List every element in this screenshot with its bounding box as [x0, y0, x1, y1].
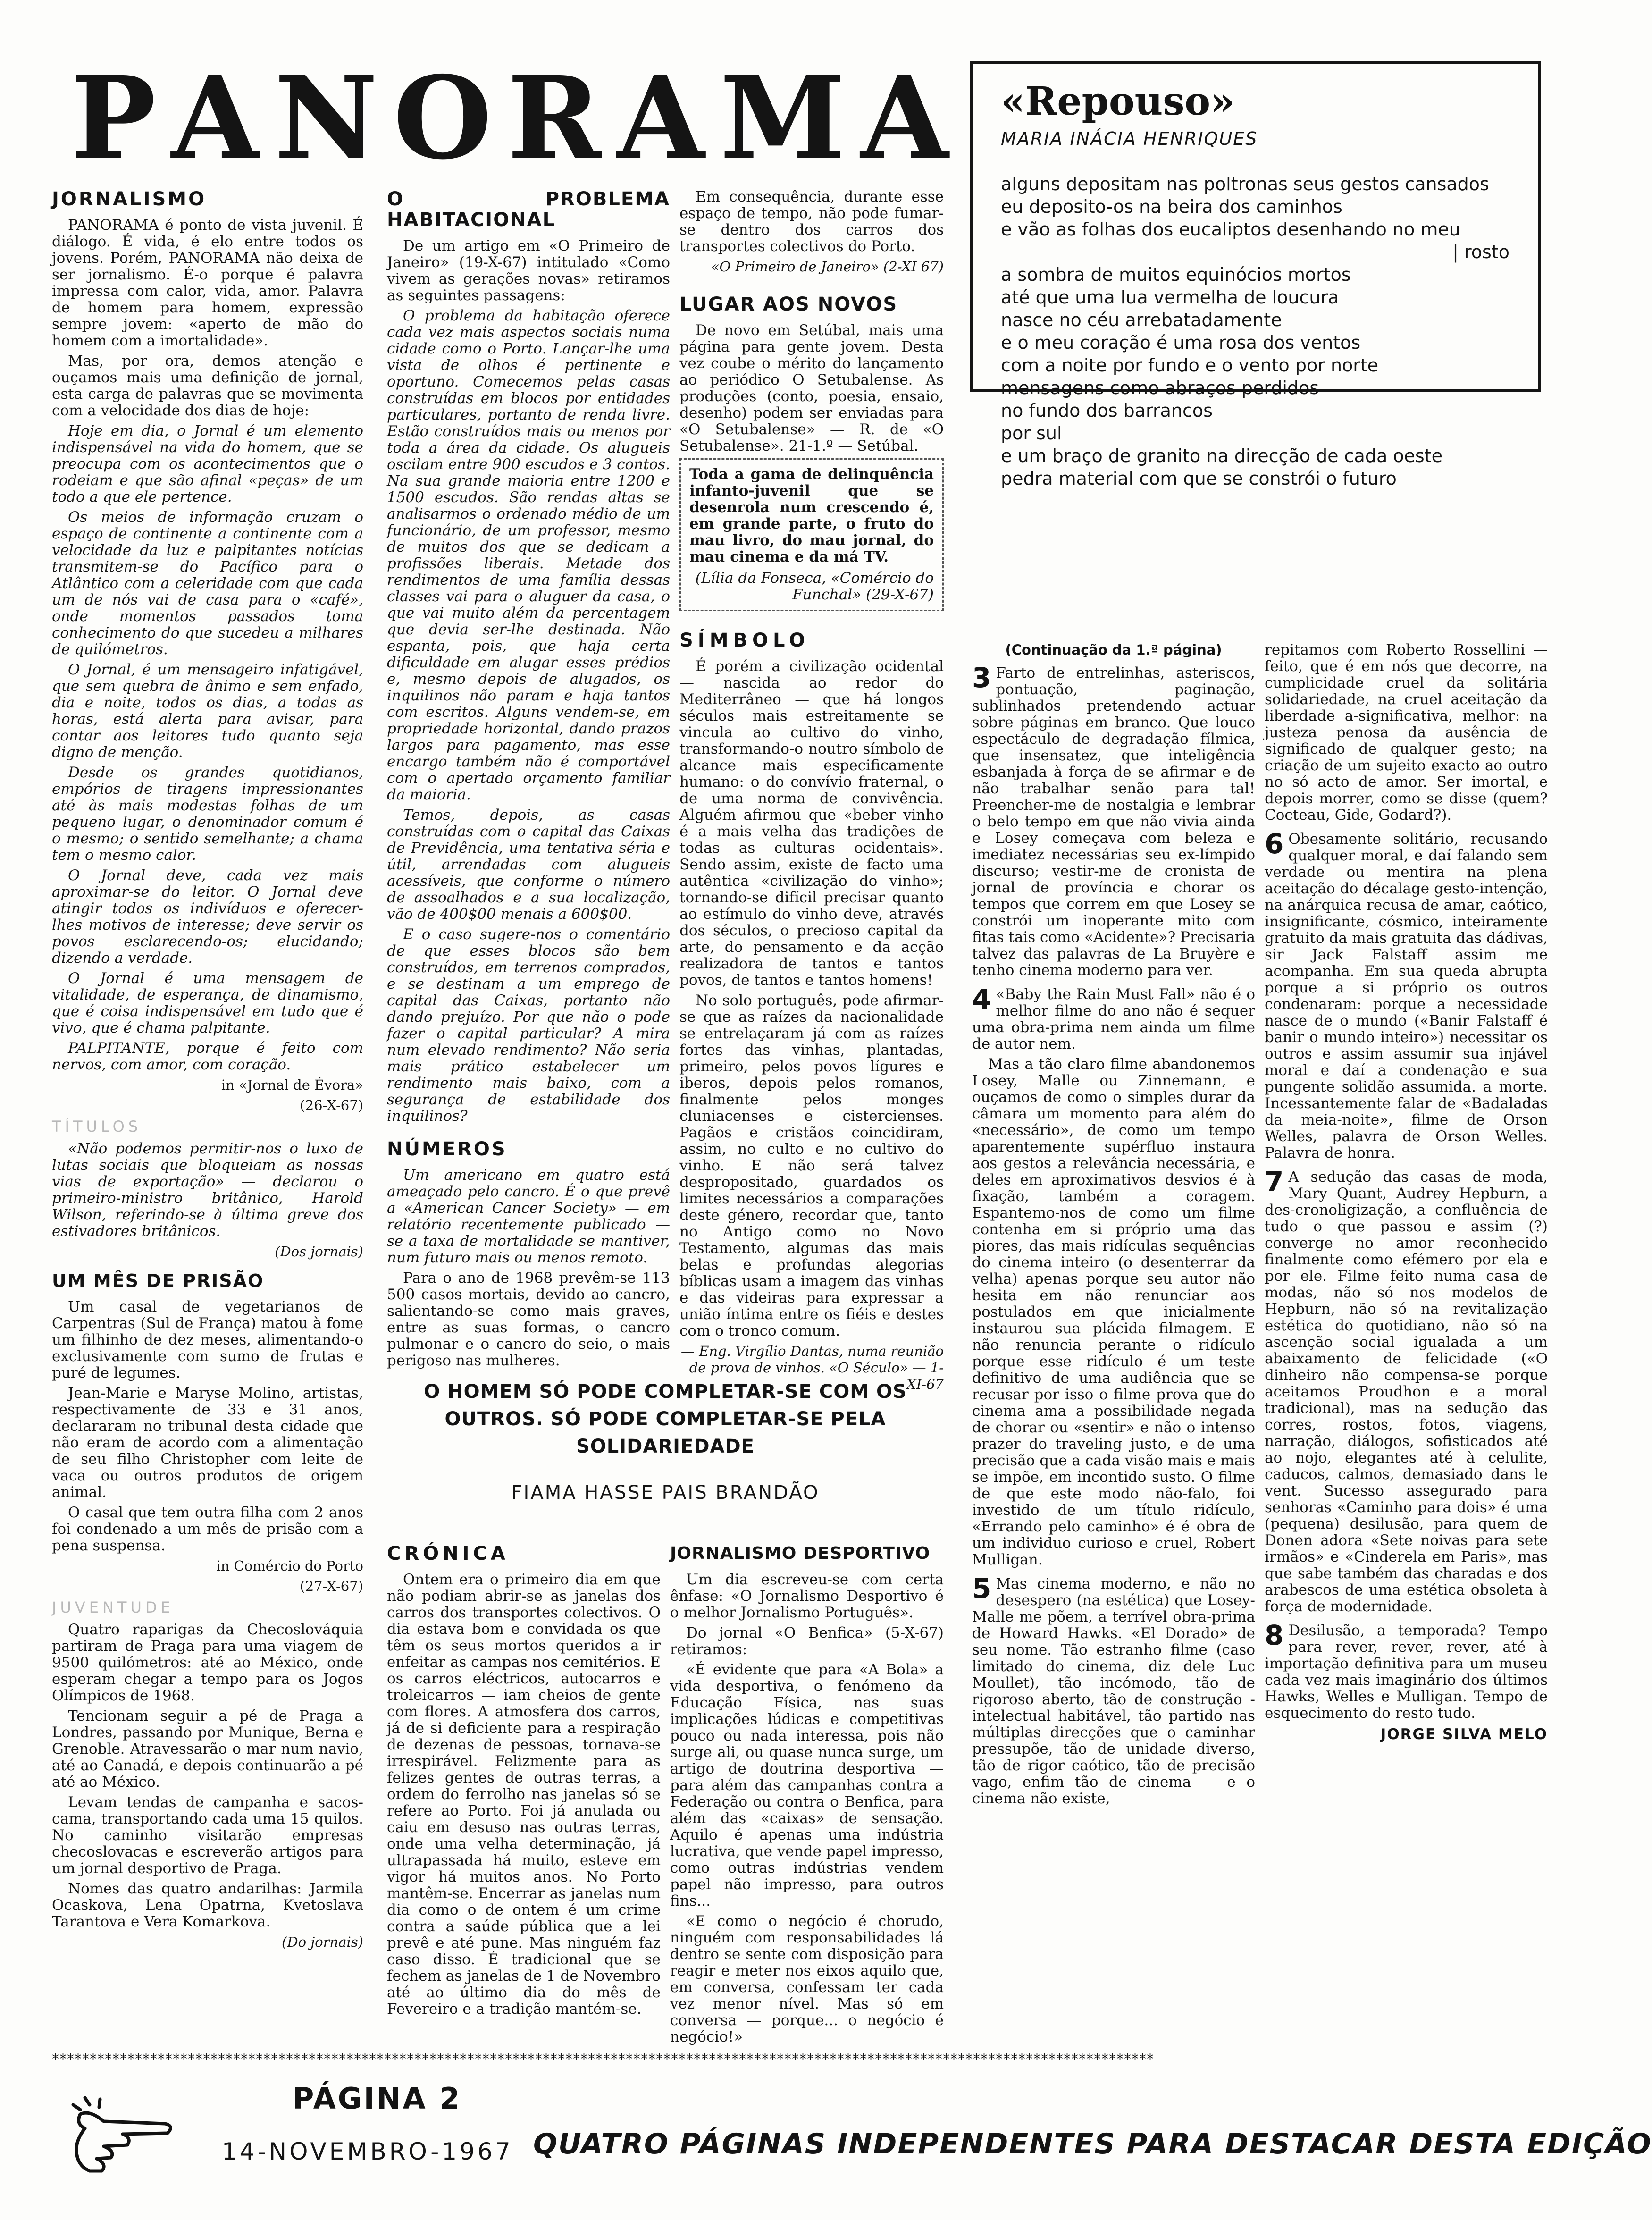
article-paragraph: Levam tendas de campanha e sacos-cama, transportando cada uma 15 quilos. No caminho visitarão empresas checoslovacas e escreverão artigos para um jornal desportivo de Praga.	[52, 1794, 363, 1877]
masthead-letter: P	[71, 51, 156, 185]
issue-date: 14-NOVEMBRO-1967	[222, 2138, 513, 2165]
star-divider: **************************************************************************************************************************************************	[52, 2051, 1154, 2068]
numbered-paragraph	[972, 662, 1255, 979]
article-paragraph: No solo português, pode afirmar-se que as raízes da nacionalidade se entrelaçaram já com as raízes fortes das vinhas, plantadas, primeiro, pelos povos lígures e iberos, depois pelos romanos, finalmente pelos monges cluniacenses e cistercienses. Pagãos e cristãos coincidiram, assim, no culto e no cultivo do vinho. E não será talvez despropositado, guardados os limites necessários a comparações deste género, recordar que, tanto no Antigo como no Novo Testamento, algumas das mais belas e profundas alegorias bíblicas usam a imagem das vinhas e das videiras para expressar a união íntima entre os fiéis e destes com o tronco comum.	[679, 992, 944, 1339]
poem-line: eu deposito-os na beira dos caminhos	[1001, 196, 1342, 218]
poem-title: «Repouso»	[1001, 79, 1235, 124]
poem-line: | rosto	[1452, 242, 1509, 263]
paragraph-number: 6	[1265, 828, 1284, 860]
article-paragraph: Para o ano de 1968 prevêm-se 113 500 casos mortais, devido ao cancro, salientando-se como mais graves, entre as suas formas, o cancro pulmonar e o cancro do seio, o mais perigoso nas mulheres.	[387, 1270, 670, 1369]
source-credit: (Dos jornais)	[275, 1244, 363, 1260]
article-paragraph: repitamos com Roberto Rossellini — feito, que é em nós que decorre, na cumplicidade cruel da solitária solidariedade, na cruel aceitação da liberdade a-significativa, melhor: na justeza penosa da ausência de significado de qualquer gesto; na criação de um sujeito exacto ao outro no só acto de amor. Ser imortal, e depois morrer, como se disse (quem? Cocteau, Gide, Godard?).	[1265, 641, 1548, 824]
source-credit: in «Jornal de Évora»	[221, 1077, 363, 1093]
article-paragraph: Tencionam seguir a pé de Praga a Londres, passando por Munique, Berna e Grenoble. Atravessarão o mar num navio, até ao Canadá, e depois continuarão a pé até ao México.	[52, 1707, 363, 1791]
article-paragraph: Um dia escreveu-se com certa ênfase: «O Jornalismo Desportivo é o melhor Jornalismo Português».	[670, 1571, 944, 1621]
paragraph-number: 8	[1265, 1619, 1284, 1651]
article-paragraph: Quatro raparigas da Checoslováquia partiram de Praga para uma viagem de 9500 quilómetros: até ao México, onde esperam chegar a tempo para os Jogos Olímpicos de 1968.	[52, 1621, 363, 1704]
pointing-hand-icon	[71, 2095, 179, 2190]
quote-text: Toda a gama de delinquência infanto-juvenil que se desenrola num crescendo é, em grande parte, o fruto do mau livro, do mau jornal, do mau cinema e da má TV.	[689, 466, 934, 565]
article-paragraph: Mas a tão claro filme abandonemos Losey, Malle ou Zinnemann, e ouçamos de como o simples durar da câmara um momento para além do «necessário», de como um tempo aparentemente supérfluo instaura aos gestos a relevância necessária, e deles em aproximativos desvios é à fixação, também a coragem. Espantemo-nos de como um filme contenha em si próprio uma das piores, das mais ridículas sequências do cinema inteiro (o desenterrar da velha) apenas porque seu autor não hesita em não renunciar aos postulados em que inicialmente instaurou sua plácida filmagem. E não renuncia perante o ridículo porque esse ridículo é um teste definitivo de uma audiência que se recusar por isso o filme prova que do cinema ama a possibilidade negada de chorar ou «sentir» e não o intenso prazer do traveling justo, e de uma precisão que a cada visão mais e mais se impõe, em incontido susto. O filme de que este modo não-falo, foi investido de um título ridículo, «Errando pelo caminho» é é obra de um individuo curioso e cruel, Robert Mulligan.	[972, 1056, 1255, 1568]
quote-source: (Lília da Fonseca, «Comércio do Funchal» (29-X-67)	[695, 570, 934, 603]
paragraph-number: 7	[1265, 1166, 1284, 1198]
article-paragraph: O problema da habitação oferece cada vez mais aspectos sociais numa cidade como o Porto. Lançar-lhe uma vista de olhos é pertinente e oportuno. Comecemos pelas casas construídas em blocos por entidades particulares, portanto de renda livre. Estão construídos mais ou menos por toda a área da cidade. Os alugueis oscilam entre 900 escudos e 3 contos. Na sua grande maioria entre 1200 e 1500 escudos. São rendas altas se analisarmos o ordenado médio de um funcionário, de um professor, mesmo de muitos dos que se dedicam a profissões liberais. Metade dos rendimentos de uma família dessas classes vai para o aluguer da casa, o que vai muito além da percentagem que devia ser-lhe destinada. Não espanta, pois, que haja certa dificuldade em alugar esses prédios e, mesmo depois de alugados, os inquilinos não param e haja tantos com escritos. Alguns vendem-se, em propriedade horizontal, dando prazos largos para pagamento, mas esse encargo também não é comportável com o apertado orçamento familiar da maioria.	[387, 307, 670, 803]
headline: O HOMEM SÓ PODE COMPLETAR-SE COM OS OUTROS. SÓ PODE COMPLETAR-SE PELA SOLIDARIEDADE	[424, 1381, 907, 1457]
article-paragraph: Um americano em quatro está ameaçado pelo cancro. É o que prevê a «American Cancer Society» — em relatório recentemente publicado — se a taxa de mortalidade se mantiver, num futuro mais ou menos remoto.	[387, 1167, 670, 1266]
cronica-column	[387, 1543, 661, 2039]
section-heading-numeros: NÚMEROS	[387, 1138, 507, 1160]
paragraph-text: Mas cinema moderno, e não no desespero (na estética) que Losey-Malle me põem, a terrível obra-prima de Howard Hawks. «El Dorado» de seu nome. Tão estranho filme (caso limitado do cinema, diz dele Luc Moullet), tão incómodo, tão de rigoroso aberto, tão de construção - intelectual habitável, tão partido nas múltiplas direcções que o caminhar pressupõe, tão de unidade diverso, tão de rigor caótico, tão de precisão vago, enfim tão de cinema — e o cinema não existe,	[972, 1575, 1255, 1807]
poem-line: pedra material com que se constrói o futuro	[1001, 468, 1397, 489]
article-paragraph: Do jornal «O Benfica» (5-X-67) retiramos:	[670, 1624, 944, 1658]
source-credit: (Do jornais)	[282, 1934, 363, 1950]
article-paragraph: «Não podemos permitir-nos o luxo de lutas sociais que bloqueiam as nossas vias de exportação» — declarou o primeiro-ministro britânico, Harold Wilson, referindo-se à última greve dos estivadores britânicos.	[52, 1140, 363, 1240]
article-paragraph: Nomes das quatro andarilhas: Jarmila Ocaskova, Lena Opatrna, Kvetoslava Tarantova e Vera Komarkova.	[52, 1880, 363, 1930]
masthead-letter: N	[274, 51, 378, 185]
numbered-paragraph	[972, 983, 1255, 1052]
poem-line: com a noite por fundo e o vento por norte	[1001, 355, 1379, 376]
continuation-label: (Continuação da 1.ª página)	[1005, 642, 1222, 658]
paragraph-text: Obesamente solitário, recusando qualquer moral, e daí falando sem verdade ou mentira na plena aceitação do décalage gesto-intenção, na anárquica recusa de amar, caótico, insignificante, cósmico, inteiramente gratuito da mais gratuita das dádivas, sir Jack Falstaff assim me acompanha. Em sua queda abrupta porque a si próprio os outros condenaram: porque a necessidade nasce de o mundo («Banir Falstaff é banir o mundo inteiro») necessitar os outros e assim assumir sua injável moral e daí a condenação e sua pungente solidão assumida. a morte. Incessantemente falar de «Badaladas da meia-noite», filme de Orson Welles, palavra de Orson Welles. Palavra de honra.	[1265, 831, 1548, 1161]
section-heading-cronica: CRÓNICA	[387, 1543, 509, 1564]
poem-line: e o meu coração é uma rosa dos ventos	[1001, 332, 1361, 353]
article-paragraph: Hoje em dia, o Jornal é um elemento indispensável na vida do homem, que se preocupa com os acontecimentos que o rodeiam e que são afinal «peças» de um todo a que ele pertence.	[52, 422, 363, 505]
quote-box	[679, 458, 944, 611]
poem-line: nasce no céu arrebatadamente	[1001, 310, 1282, 331]
poem-line: até que uma lua vermelha de loucura	[1001, 287, 1339, 308]
article-paragraph: O Jornal é uma mensagem de vitalidade, de esperança, de dinamismo, que é coisa indispensável em tudo que é vivo, que é chama palpitante.	[52, 970, 363, 1036]
article-paragraph: Em consequência, durante esse espaço de tempo, não pode fumar-se dentro dos carros dos transportes colectivos do Porto.	[679, 188, 944, 255]
cinema-column-left	[972, 642, 1255, 2039]
column-3	[679, 188, 944, 1392]
article-paragraph: Ontem era o primeiro dia em que não podiam abrir-se as janelas dos carros dos transportes colectivos. O dia estava bom e convidada os que têm os seus mortos queridos a ir enfeitar as campas nos cemitérios. E os carros eléctricos, autocarros e troleicarros — iam cheios de gente com flores. A atmosfera dos carros, já de si deficiente para a respiração de dezenas de pessoas, tornava-se irrespirável. Felizmente para as felizes gentes de outras terras, a ordem do ferrolho nas janelas só se refere ao Porto. Foi já anulada ou caiu em desuso nas outras terras, onde uma velha determinação, já ultrapassada há muito, esteve em vigor há muitos anos. No Porto mantêm-se. Encerrar as janelas num dia como o de ontem é um crime contra a saúde pública que a lei prevê e até pune. Mas ninguém faz caso disso. É tradicional que se fechem as janelas de 1 de Novembro até ao último dia do mês de Fevereiro e a tradição mantém-se.	[387, 1571, 661, 2018]
source-date: (26-X-67)	[300, 1097, 363, 1113]
article-paragraph: Jean-Marie e Maryse Molino, artistas, respectivamente de 33 e 31 anos, declararam no tribunal desta cidade que não eram de acordo com a alimentação de seu filho Christopher com leite de vaca ou outros produtos de origem animal.	[52, 1385, 363, 1501]
masthead-letter: A	[616, 51, 705, 185]
numbered-paragraph	[1265, 1619, 1548, 1722]
column-2	[387, 188, 670, 1369]
section-heading-prisao: UM MÊS DE PRISÃO	[52, 1270, 264, 1291]
article-paragraph: Temos, depois, as casas construídas com o capital das Caixas de Previdência, uma tentativa séria e útil, arrendadas com alugueis acessíveis, que conforme o número de assoalhados e a sua localização, vão de 400$00 menais a 600$00.	[387, 807, 670, 923]
faded-heading-titulos: TÍTULOS	[52, 1118, 142, 1135]
article-paragraph: Mas, por ora, demos atenção e ouçamos mais uma definição de jornal, esta carga de palavras que se movimenta com a velocidade dos dias de hoje:	[52, 353, 363, 419]
article-paragraph: Desde os grandes quotidianos, empórios de tiragens impressionantes até às mais modestas folhas de um pequeno lugar, o denominador comum é o mesmo; o sentido semelhante; a chama tem o mesmo calor.	[52, 764, 363, 864]
section-heading-lugar-aos-novos: LUGAR AOS NOVOS	[679, 294, 898, 315]
poem-author: MARIA INÁCIA HENRIQUES	[1001, 128, 1258, 150]
paragraph-text: Desilusão, a temporada? Tempo para rever, rever, rever, até à importação definitiva para um museu cada vez mais imaginário dos últimos Hawks, Welles e Mulligan. Tempo de esquecimento do resto tudo.	[1265, 1622, 1548, 1722]
poem-line: a sombra de muitos equinócios mortos	[1001, 264, 1351, 286]
poem-line: e vão as folhas dos eucaliptos desenhando no meu	[1001, 219, 1460, 240]
faded-heading-juventude: JUVENTUDE	[52, 1598, 174, 1616]
masthead-letter: A	[860, 51, 948, 185]
source-credit: — Eng. Virgílio Dantas, numa reunião de prova de vinhos. «O Século» — 1-XI-67	[681, 1343, 944, 1392]
author-signature: JORGE SILVA MELO	[1380, 1726, 1548, 1743]
source-date: (27-X-67)	[300, 1578, 363, 1594]
poem-line: mensagens como abraços perdidos	[1001, 378, 1319, 399]
article-paragraph: Os meios de informação cruzam o espaço de continente a continente com a velocidade da luz e palpitantes notícias transmitem-se do Pacífico para o Atlântico com a celeridade com que cada um de nós vai de casa para o «café», onde momentos passados toma conhecimento do que sucedeu a milhares de quilómetros.	[52, 509, 363, 658]
article-paragraph: De um artigo em «O Primeiro de Janeiro» (19-X-67) intitulado «Como vivem as gerações novas» retiramos as seguintes passagens:	[387, 237, 670, 304]
desportivo-column	[670, 1543, 944, 2045]
article-paragraph: Um casal de vegetarianos de Carpentras (Sul de França) matou à fome um filhinho de dez meses, alimentando-o exclusivamente com sumo de frutas e puré de legumes.	[52, 1298, 363, 1381]
paragraph-text: A sedução das casas de moda, Mary Quant, Audrey Hepburn, a des-cronoligização, a confluência de tudo o que passou e assim (?) converge no amor reconhecido finalmente como efémero por ela e por ele. Filme feito numa casa de modas, não só nos modelos de Hepburn, não só na revitalização estética do quotidiano, não só na ascenção social igualada a um abaixamento de felicidade («O dinheiro não compensa-se porque aceitamos Proudhon e a moral tradicional), mas na sedução das corres, rostos, fotos, viagens, narração, diálogos, sofisticados até ao nojo, elegantes até à celulite, caducos, calmos, demasiado dans le vent. Sucesso assegurado para senhoras «Caminho para dois» é uma (pequena) desilusão, para quem de Donen adora «Sete noivas para sete irmãos» e «Cinderela em Paris», mas que sabe também das charadas e dos arabescos de uma estética obsoleta à força de modernidade.	[1265, 1169, 1548, 1615]
article-paragraph: De novo em Setúbal, mais uma página para gente jovem. Desta vez coube o mérito do lançamento ao periódico O Setubalense. As produções (conto, poesia, ensaio, desenho) podem ser enviadas para «O Setubalense» — R. de «O Setubalense». 21-1.º — Setúbal.	[679, 322, 944, 454]
paragraph-text: «Baby the Rain Must Fall» não é o melhor filme do ano não é sequer uma obra-prima nem ainda um filme de autor nem.	[972, 986, 1255, 1052]
poem-line: alguns depositam nas poltronas seus gestos cansados	[1001, 174, 1489, 195]
numbered-paragraph	[1265, 828, 1548, 1161]
masthead-letter: O	[393, 51, 492, 185]
cinema-column-right	[1265, 642, 1548, 2039]
poem-line: no fundo dos barrancos	[1001, 400, 1213, 421]
section-heading-simbolo: SÍMBOLO	[679, 630, 810, 651]
article-paragraph: O Jornal, é um mensageiro infatigável, que sem quebra de ânimo e sem enfado, dia e noite, todos os dias, a todas as horas, está alerta para avisar, para contar aos leitores tudo quanto seja digno de menção.	[52, 661, 363, 761]
masthead-title	[71, 51, 948, 185]
article-paragraph: E o caso sugere-nos o comentário de que esses blocos são bem construídos, em terrenos comprados, e se destinam a um emprego de capital das Caixas, portanto não dando prejuízo. Por que não o pode fazer o capital particular? A mira num elevado rendimento? Não seria mais prático estabelecer um rendimento mais baixo, com a segurança de estabilidade dos inquilinos?	[387, 926, 670, 1125]
numbered-paragraph	[972, 1572, 1255, 1807]
paragraph-number: 5	[972, 1572, 991, 1605]
section-heading-problema: O PROBLEMA HABITACIONAL	[387, 188, 670, 231]
article-paragraph: O Jornal deve, cada vez mais aproximar-se do leitor. O Jornal deve atingir todos os indivíduos e oferecer-lhes motivos de interesse; deve servir os povos esclarecendo-os; elucidando; dizendo a verdade.	[52, 867, 363, 967]
source-credit: in Comércio do Porto	[216, 1558, 363, 1574]
edition-tagline: QUATRO PÁGINAS INDEPENDENTES PARA DESTACAR DESTA EDIÇÃO	[533, 2128, 1652, 2161]
article-paragraph: «E como o negócio é chorudo, ninguém com responsabilidades lá dentro se sente com disposição para reagir e meter nos eixos aquilo que, em conversa, confessam ter cada vez menor nível. Mas só em conversa — porque... o negócio é negócio!»	[670, 1913, 944, 2045]
section-heading-desportivo: JORNALISMO DESPORTIVO	[670, 1544, 931, 1563]
masthead-letter: A	[171, 51, 260, 185]
article-paragraph: «É evidente que para «A Bola» a vida desportiva, o fenómeno da Educação Física, nas suas implicações lúdicas e competitivas pouco ou nada interessa, pois não surge ali, ou quase nunca surge, um artigo de doutrina desportiva — para além das campanhas contra a Federação ou contra o Benfica, para além das «caixas» de sensação. Aquilo é apenas uma indústria lucrativa, que vende papel impresso, como outras indústrias vendem papel não impresso, para outros fins...	[670, 1661, 944, 1909]
article-paragraph: É porém a civilização ocidental — nascida ao redor do Mediterrâneo — que há longos séculos mais estreitamente se vincula ao cultivo do vinho, transformando-o noutro símbolo de alcance mais especificamente humano: o do convívio fraternal, o de uma norma de convivência. Alguém afirmou que «beber vinho é a mais velha das tradições de todas as culturas ocidentais». Sendo assim, existe de facto uma autêntica «civilização do vinho»; tornando-se difícil precisar quanto ao estímulo do vinho deve, através dos séculos, o precioso capital da arte, do pensamento e da acção realizadora de tantos e tantos povos, de tantos e tantos homens!	[679, 658, 944, 989]
paragraph-number: 4	[972, 983, 991, 1015]
paragraph-text: Farto de entrelinhas, asteriscos, pontuação, paginação, sublinhados pretendendo actuar sobre páginas em branco. Que louco espectáculo de degradação fílmica, que insensatez, que inteligência esbanjada à força de se afirmar e de não trabalhar senão para tal! Preencher-me de nostalgia e lembrar o belo tempo em que não vivia ainda e Losey começava com beleza e imediatez necessárias seu ex-límpido discurso; vestir-me de cronista de jornal de província e chorar os tempos que correm em que Losey se constrói um inoperante mito com fitas tais como «Acidente»? Precisaria talvez das palavras de La Bruyère e tenho cinema moderno para ver.	[972, 664, 1255, 979]
byline: FIAMA HASSE PAIS BRANDÃO	[511, 1482, 820, 1504]
numbered-paragraph	[1265, 1166, 1548, 1615]
paragraph-number: 3	[972, 662, 991, 694]
column-1	[52, 189, 363, 2039]
article-paragraph: O casal que tem outra filha com 2 anos foi condenado a um mês de prisão com a pena suspensa.	[52, 1504, 363, 1554]
section-heading-jornalismo: JORNALISMO	[52, 188, 207, 210]
source-credit: «O Primeiro de Janeiro» (2-XI 67)	[711, 259, 944, 275]
masthead-letter: R	[507, 51, 602, 185]
article-paragraph: PANORAMA é ponto de vista juvenil. É diálogo. É vida, é elo entre todos os jovens. Porém, PANORAMA não deixa de ser jornalismo. É-o porque é palavra impressa com calor, vida, amor. Palavra de homem para homem, expressão sempre jovem: «aperto de mão do homem com a imortalidade».	[52, 217, 363, 349]
poem-box	[970, 61, 1541, 489]
masthead-letter: M	[720, 51, 846, 185]
poem-line: e um braço de granito na direcção de cada oeste	[1001, 446, 1443, 467]
page-number: PÁGINA 2	[293, 2081, 462, 2116]
poem-line: por sul	[1001, 423, 1062, 444]
article-paragraph: PALPITANTE, porque é feito com nervos, com amor, com coração.	[52, 1040, 363, 1073]
